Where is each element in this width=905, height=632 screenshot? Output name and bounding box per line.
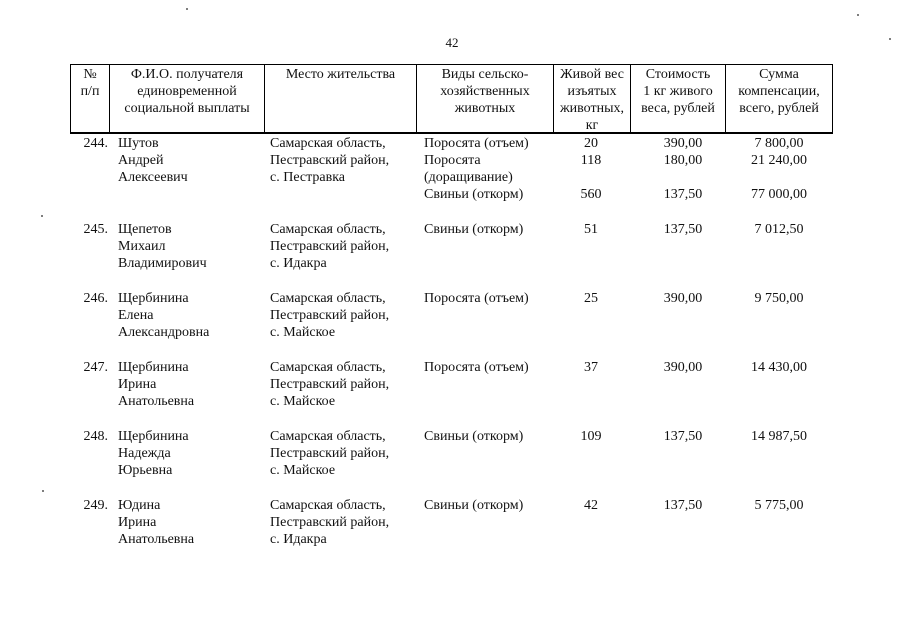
animal-line: (доращивание) — [424, 170, 513, 185]
residence — [270, 359, 420, 410]
recipient-name — [118, 428, 263, 479]
sum-value: 14 987,50 — [751, 429, 807, 444]
name-line: Михаил — [118, 239, 166, 254]
weight-value: 109 — [580, 429, 602, 444]
header-num — [70, 64, 110, 133]
header-label: 1 кг живого — [643, 84, 713, 99]
header-address — [264, 64, 417, 133]
sum-value: 5 775,00 — [754, 498, 804, 513]
weight-value: 560 — [580, 187, 602, 202]
animal-line: Свиньи (откорм) — [424, 429, 524, 444]
recipient-name — [118, 290, 263, 341]
weight-value: 20 — [584, 136, 598, 151]
header-weight — [553, 64, 631, 133]
name-line: Щербинина — [118, 429, 189, 444]
scan-speck — [889, 38, 891, 40]
name-line: Владимирович — [118, 256, 207, 271]
name-line: Юдина — [118, 498, 161, 513]
header-label: социальной выплаты — [124, 101, 250, 116]
weight-value — [556, 169, 626, 186]
name-line: Елена — [118, 308, 154, 323]
price-per-kg — [641, 359, 725, 376]
header-label: Место жительства — [285, 67, 396, 82]
row-number: 248. — [83, 429, 108, 444]
header-label: Виды сельско- — [441, 67, 529, 82]
address-line: Пестравский район, — [270, 239, 390, 254]
address-line: Самарская область, — [270, 429, 386, 444]
weight-value: 51 — [584, 222, 598, 237]
header-bottom-rule — [70, 133, 833, 134]
header-label: компенсации, — [738, 84, 820, 99]
name-line: Щербинина — [118, 360, 189, 375]
header-label: Живой вес — [560, 67, 624, 82]
name-line: Ирина — [118, 377, 157, 392]
live-weight — [556, 428, 626, 445]
address-line: с. Майское — [270, 463, 336, 478]
address-line: Пестравский район, — [270, 308, 390, 323]
residence — [270, 428, 420, 479]
weight-value: 118 — [580, 153, 602, 168]
scan-speck — [857, 14, 859, 16]
weight-value: 42 — [584, 498, 598, 513]
header-label: № — [83, 67, 97, 82]
address-line: Самарская область, — [270, 498, 386, 513]
header-label: хозяйственных — [440, 84, 530, 99]
name-line: Анатольевна — [118, 532, 195, 547]
header-label: кг — [585, 118, 599, 133]
residence — [270, 290, 420, 341]
header-label: животных, — [559, 101, 624, 116]
price-per-kg — [641, 135, 725, 203]
name-line: Щепетов — [118, 222, 172, 237]
header-price — [630, 64, 726, 133]
price-per-kg — [641, 290, 725, 307]
name-line: Александровна — [118, 325, 210, 340]
price-value: 390,00 — [663, 136, 703, 151]
row-number: 244. — [83, 136, 108, 151]
header-label: единовременной — [137, 84, 237, 99]
sum-value: 14 430,00 — [751, 360, 807, 375]
live-weight — [556, 359, 626, 376]
scan-speck — [42, 490, 44, 492]
residence — [270, 497, 420, 548]
header-name — [109, 64, 265, 133]
animal-types — [424, 428, 554, 445]
animal-types — [424, 135, 554, 203]
compensation-sum — [725, 135, 833, 203]
sum-value: 77 000,00 — [751, 187, 807, 202]
sum-value: 7 012,50 — [754, 222, 804, 237]
address-line: с. Идакра — [270, 256, 327, 271]
animal-types — [424, 497, 554, 514]
header-animals — [416, 64, 554, 133]
header-label: изъятых — [567, 84, 617, 99]
price-per-kg — [641, 497, 725, 514]
name-line: Щербинина — [118, 291, 189, 306]
animal-line: Свиньи (откорм) — [424, 498, 524, 513]
row-number: 246. — [83, 291, 108, 306]
header-label: всего, рублей — [739, 101, 819, 116]
header-label: п/п — [80, 84, 100, 99]
price-value: 137,50 — [663, 222, 703, 237]
address-line: Пестравский район, — [270, 153, 390, 168]
live-weight — [556, 221, 626, 238]
price-value — [641, 169, 725, 186]
compensation-sum — [725, 497, 833, 514]
price-per-kg — [641, 428, 725, 445]
price-value: 137,50 — [663, 187, 703, 202]
scan-speck — [41, 215, 43, 217]
animal-line: Поросята (отъем) — [424, 360, 529, 375]
name-line: Анатольевна — [118, 394, 195, 409]
live-weight — [556, 290, 626, 307]
animal-types — [424, 221, 554, 238]
animal-line: Свиньи (откорм) — [424, 222, 524, 237]
sum-value — [725, 169, 833, 186]
address-line: с. Майское — [270, 394, 336, 409]
animal-types — [424, 290, 554, 307]
animal-line: Поросята (отъем) — [424, 136, 529, 151]
scan-speck — [186, 8, 188, 10]
header-label: Ф.И.О. получателя — [130, 67, 244, 82]
price-value: 390,00 — [663, 291, 703, 306]
address-line: с. Майское — [270, 325, 336, 340]
price-per-kg — [641, 221, 725, 238]
price-value: 137,50 — [663, 498, 703, 513]
animal-types — [424, 359, 554, 376]
sum-value: 9 750,00 — [754, 291, 804, 306]
recipient-name — [118, 135, 263, 186]
animal-line: Поросята — [424, 153, 481, 168]
recipient-name — [118, 359, 263, 410]
name-line: Шутов — [118, 136, 159, 151]
compensation-sum — [725, 221, 833, 238]
weight-value: 37 — [584, 360, 598, 375]
header-sum — [725, 64, 833, 133]
animal-line: Свиньи (откорм) — [424, 187, 524, 202]
address-line: Самарская область, — [270, 222, 386, 237]
recipient-name — [118, 221, 263, 272]
animal-line: Поросята (отъем) — [424, 291, 529, 306]
sum-value: 21 240,00 — [751, 153, 807, 168]
compensation-sum — [725, 428, 833, 445]
address-line: с. Идакра — [270, 532, 327, 547]
row-number: 249. — [83, 498, 108, 513]
name-line: Андрей — [118, 153, 164, 168]
address-line: Самарская область, — [270, 136, 386, 151]
address-line: Пестравский район, — [270, 377, 390, 392]
address-line: Самарская область, — [270, 360, 386, 375]
name-line: Надежда — [118, 446, 171, 461]
recipient-name — [118, 497, 263, 548]
live-weight — [556, 135, 626, 203]
price-value: 390,00 — [663, 360, 703, 375]
address-line: Пестравский район, — [270, 515, 390, 530]
row-number: 247. — [83, 360, 108, 375]
price-value: 180,00 — [663, 153, 703, 168]
sum-value: 7 800,00 — [754, 136, 804, 151]
header-label: Стоимость — [645, 67, 711, 82]
name-line: Ирина — [118, 515, 157, 530]
header-label: Сумма — [759, 67, 799, 82]
residence — [270, 135, 420, 186]
compensation-sum — [725, 359, 833, 376]
page-number: 42 — [445, 35, 459, 50]
residence — [270, 221, 420, 272]
row-number: 245. — [83, 222, 108, 237]
address-line: Пестравский район, — [270, 446, 390, 461]
weight-value: 25 — [584, 291, 598, 306]
address-line: Самарская область, — [270, 291, 386, 306]
name-line: Юрьевна — [118, 463, 173, 478]
live-weight — [556, 497, 626, 514]
header-label: веса, рублей — [641, 101, 715, 116]
price-value: 137,50 — [663, 429, 703, 444]
address-line: с. Пестравка — [270, 170, 346, 185]
compensation-sum — [725, 290, 833, 307]
header-label: животных — [454, 101, 516, 116]
name-line: Алексеевич — [118, 170, 188, 185]
